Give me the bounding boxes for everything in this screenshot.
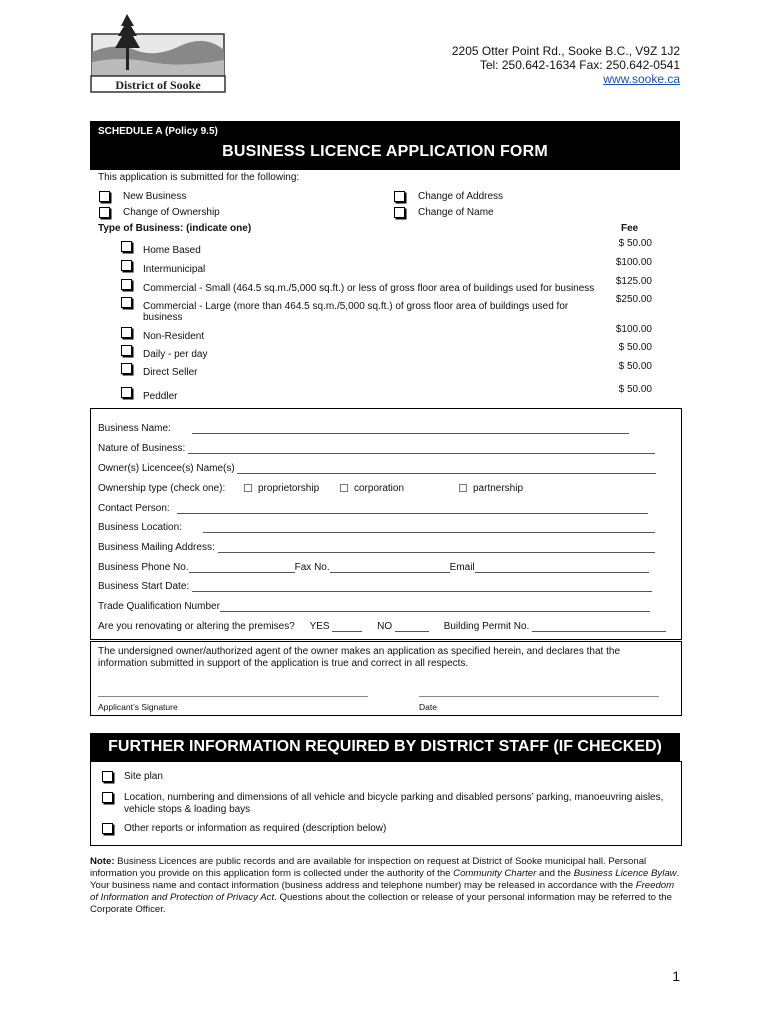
yes-input[interactable] [332, 622, 362, 632]
field-label: Business Mailing Address: [98, 542, 215, 553]
field-label: Business Start Date: [98, 581, 190, 592]
field-label: Ownership type (check one): [98, 483, 226, 494]
checkbox-label: Commercial - Small (464.5 sq.m./5,000 sq.ft.) or less of gross floor area of buildings used for business [143, 283, 595, 294]
ownership-type-field [98, 483, 524, 494]
option-label: partnership [473, 483, 524, 494]
address-block [452, 44, 680, 86]
date-line[interactable] [419, 696, 659, 697]
intro-text: This application is submitted for the following: [98, 172, 300, 183]
checkbox-label: Change of Name [418, 207, 494, 218]
nature-input[interactable] [188, 444, 655, 454]
checkbox[interactable] [394, 207, 405, 218]
checkbox-label: Change of Ownership [123, 207, 220, 218]
signature-label: Applicant’s Signature [98, 702, 178, 712]
fee-value: $125.00 [615, 276, 652, 287]
checkbox[interactable] [121, 345, 132, 356]
field-label: Business Name: [98, 423, 171, 434]
option-label: corporation [354, 483, 405, 494]
business-name-input[interactable] [192, 424, 629, 434]
checkbox-label: Change of Address [418, 191, 504, 202]
checkbox-label: Commercial - Large (more than 464.5 sq.m./5,000 sq.ft.) of gross floor area of buildings used for [143, 301, 569, 312]
checkbox-label: Home Based [143, 245, 201, 256]
checkbox[interactable] [459, 484, 467, 492]
field-label: Nature of Business: [98, 443, 186, 454]
permit-label: Building Permit No. [443, 621, 530, 632]
fee-value: $ 50.00 [618, 361, 652, 372]
fee-value: $ 50.00 [618, 238, 652, 249]
email-input[interactable] [475, 563, 649, 573]
checkbox-label: New Business [123, 191, 187, 202]
checkbox-label-cont: vehicle stops & loading bays [124, 804, 251, 815]
phone-fax-email-row [98, 562, 649, 573]
declaration-text: The undersigned owner/authorized agent of the owner makes an application as specified herein, and declares that the information submitted in support of the application is true and correct in all respects. [98, 646, 621, 669]
fee-heading: Fee [621, 223, 639, 234]
note-italic: Business Licence Bylaw [573, 868, 677, 879]
note-text: . Questions about the collection or release of your personal information may be referred to the Corporate Officer. [90, 892, 672, 915]
checkbox[interactable] [244, 484, 252, 492]
checkbox-label: Site plan [124, 771, 163, 782]
address: 2205 Otter Point Rd., Sooke B.C., V9Z 1J2 [451, 44, 680, 58]
website-link[interactable]: www.sooke.ca [603, 72, 680, 86]
field-label: Trade Qualification Number [98, 601, 220, 612]
business-name-field[interactable] [98, 423, 629, 434]
district-logo [90, 12, 228, 94]
field-label: Contact Person: [98, 503, 170, 514]
checkbox[interactable] [394, 191, 405, 202]
field-label: Business Location: [98, 522, 182, 533]
checkbox[interactable] [121, 363, 132, 374]
page-number: 1 [672, 968, 680, 984]
note-text: and the [536, 868, 574, 879]
fee-value: $250.00 [615, 294, 652, 305]
option-label: proprietorship [258, 483, 320, 494]
phone-input[interactable] [189, 563, 295, 573]
note-italic: Community Charter [453, 868, 537, 879]
checkbox-label: Intermunicipal [143, 264, 206, 275]
checkbox-label: Location, numbering and dimensions of all vehicle and bicycle parking and disabled persons’ parking, manoeuvring aisles, [124, 792, 664, 803]
field-label: Are you renovating or altering the premises? [98, 621, 295, 632]
field-label: Email [449, 562, 475, 573]
date-label: Date [419, 702, 437, 712]
contact-input[interactable] [177, 504, 648, 514]
note-text: Business Licences are public records and are available for inspection on request at District of Sooke municipal hall. Personal information you provide on this application form is collected under the authority of the [90, 856, 647, 879]
permit-input[interactable] [532, 622, 666, 632]
signature-line[interactable] [98, 696, 368, 697]
mailing-input[interactable] [218, 543, 655, 553]
fee-value: $100.00 [615, 257, 652, 268]
schedule-label: SCHEDULE A (Policy 9.5) [98, 126, 218, 137]
checkbox[interactable] [340, 484, 348, 492]
checkbox[interactable] [121, 387, 132, 398]
checkbox[interactable] [99, 191, 110, 202]
owners-field[interactable] [98, 463, 656, 474]
checkbox[interactable] [121, 279, 132, 290]
form-header-banner [90, 121, 680, 170]
field-label: Owner(s) Licencee(s) Name(s) [98, 463, 235, 474]
contact-field[interactable] [98, 503, 648, 514]
checkbox[interactable] [99, 207, 110, 218]
option-corporation[interactable] [340, 483, 404, 494]
owners-input[interactable] [237, 464, 656, 474]
note-italic: Freedom of Information and Protection of Privacy Act [90, 880, 675, 903]
renovating-row [98, 621, 666, 632]
trade-input[interactable] [220, 602, 650, 612]
option-proprietorship[interactable] [244, 483, 319, 494]
mailing-field[interactable] [98, 542, 655, 553]
note-text: . Your business name and contact information (business address and telephone number) may be released in accordance with the [90, 868, 680, 891]
form-title: BUSINESS LICENCE APPLICATION FORM [222, 143, 548, 160]
checkbox-label: Other reports or information as required (description below) [124, 823, 387, 834]
checkbox[interactable] [102, 771, 113, 782]
trade-field[interactable] [98, 601, 650, 612]
start-date-input[interactable] [192, 582, 652, 592]
checkbox[interactable] [102, 823, 113, 834]
nature-field[interactable] [98, 443, 655, 454]
checkbox-label: Direct Seller [143, 367, 198, 378]
logo-text: District of Sooke [115, 78, 201, 92]
checkbox[interactable] [121, 260, 132, 271]
checkbox[interactable] [121, 241, 132, 252]
option-partnership[interactable] [459, 483, 523, 494]
location-field[interactable] [98, 522, 655, 533]
checkbox[interactable] [121, 327, 132, 338]
field-label: Business Phone No. [98, 562, 189, 573]
fee-value: $ 50.00 [618, 384, 652, 395]
no-input[interactable] [395, 622, 429, 632]
further-info-banner: FURTHER INFORMATION REQUIRED BY DISTRICT STAFF (IF CHECKED) [90, 733, 680, 761]
field-label: Fax No. [294, 562, 330, 573]
privacy-note [90, 856, 680, 916]
type-of-business-heading: Type of Business: (indicate one) [98, 223, 252, 234]
checkbox[interactable] [121, 297, 132, 308]
fax-input[interactable] [330, 563, 450, 573]
no-label: NO [377, 621, 393, 632]
note-label: Note: [90, 856, 115, 867]
checkbox-label-cont: business [143, 312, 183, 323]
checkbox-label: Peddler [143, 391, 178, 402]
phone-fax: Tel: 250.642-1634 Fax: 250.642-0541 [479, 58, 680, 72]
yes-label: YES [309, 621, 330, 632]
checkbox[interactable] [102, 792, 113, 803]
checkbox-label: Daily - per day [143, 349, 208, 360]
fee-value: $ 50.00 [618, 342, 652, 353]
checkbox-label: Non-Resident [143, 331, 205, 342]
fee-value: $100.00 [615, 324, 652, 335]
location-input[interactable] [203, 523, 655, 533]
start-date-field[interactable] [98, 581, 652, 592]
